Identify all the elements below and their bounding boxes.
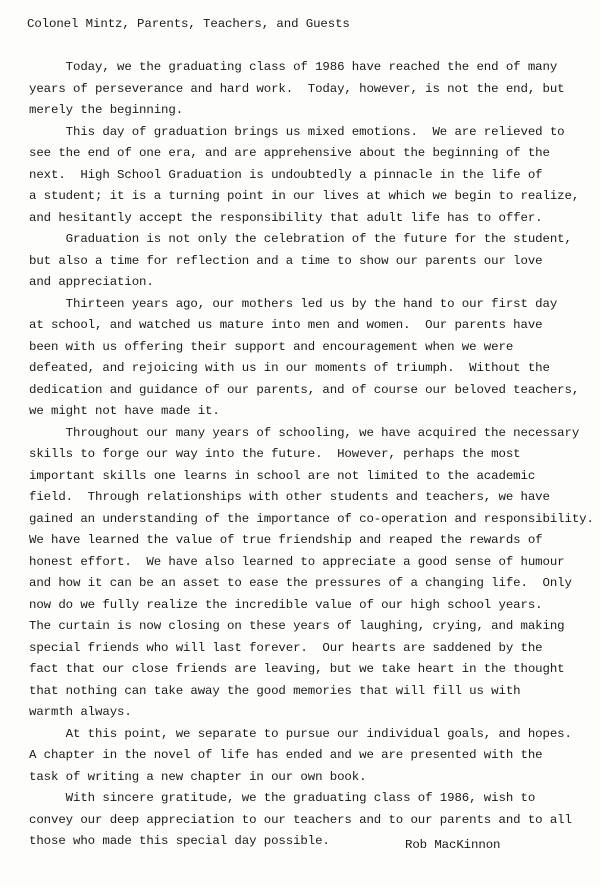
body-line: honest effort. We have also learned to appreciate a good sense of humour: [29, 555, 565, 569]
body-line: warmth always.: [29, 705, 132, 719]
body-line: next. High School Graduation is undoubtedly a pinnacle in the life of: [29, 168, 543, 182]
body-line: and appreciation.: [29, 275, 154, 289]
body-line: see the end of one era, and are apprehensive about the beginning of the: [29, 146, 550, 160]
body-line: special friends who will last forever. Our hearts are saddened by the: [29, 641, 543, 655]
body-line: now do we fully realize the incredible value of our high school years.: [29, 598, 543, 612]
body-line: dedication and guidance of our parents, and of course our beloved teachers,: [29, 383, 580, 397]
body-line: A chapter in the novel of life has ended and we are presented with the: [29, 748, 543, 762]
body-line: and how it can be an asset to ease the pressures of a changing life. Only: [29, 576, 572, 590]
body-line: We have learned the value of true friendship and reaped the rewards of: [29, 533, 543, 547]
body-line: defeated, and rejoicing with us in our moments of triumph. Without the: [29, 361, 550, 375]
body-line: With sincere gratitude, we the graduating class of 1986, wish to: [29, 791, 536, 805]
body-line: field. Through relationships with other students and teachers, we have: [29, 490, 550, 504]
body-line: task of writing a new chapter in our own book.: [29, 770, 367, 784]
body-line: merely the beginning.: [29, 103, 184, 117]
body-line: Throughout our many years of schooling, we have acquired the necessary: [29, 426, 580, 440]
body-line: fact that our close friends are leaving, but we take heart in the thought: [29, 662, 565, 676]
body-line: but also a time for reflection and a time to show our parents our love: [29, 254, 543, 268]
body-line: Graduation is not only the celebration of the future for the student,: [29, 232, 572, 246]
body-line: The curtain is now closing on these years of laughing, crying, and making: [29, 619, 565, 633]
body-line: at school, and watched us mature into men and women. Our parents have: [29, 318, 543, 332]
body-line: that nothing can take away the good memories that will fill us with: [29, 684, 521, 698]
body-line: those who made this special day possible.: [29, 834, 330, 848]
body-line: a student; it is a turning point in our lives at which we begin to realize,: [29, 189, 580, 203]
body-line: Thirteen years ago, our mothers led us by the hand to our first day: [29, 297, 558, 311]
body-line: gained an understanding of the importance of co-operation and responsibility.: [29, 512, 594, 526]
body-line: convey our deep appreciation to our teachers and to our parents and to all: [29, 813, 572, 827]
body-line: and hesitantly accept the responsibility that adult life has to offer.: [29, 211, 543, 225]
body-line: been with us offering their support and encouragement when we were: [29, 340, 514, 354]
signature: Rob MacKinnon: [405, 838, 501, 852]
body-line: skills to forge our way into the future. However, perhaps the most: [29, 447, 521, 461]
body-line: At this point, we separate to pursue our individual goals, and hopes.: [29, 727, 572, 741]
body-line: important skills one learns in school are not limited to the academic: [29, 469, 536, 483]
body-line: we might not have made it.: [29, 404, 220, 418]
body-line: years of perseverance and hard work. Today, however, is not the end, but: [29, 82, 565, 96]
salutation: Colonel Mintz, Parents, Teachers, and Guests: [27, 17, 350, 31]
body-line: Today, we the graduating class of 1986 have reached the end of many: [29, 60, 558, 74]
body-line: This day of graduation brings us mixed emotions. We are relieved to: [29, 125, 565, 139]
